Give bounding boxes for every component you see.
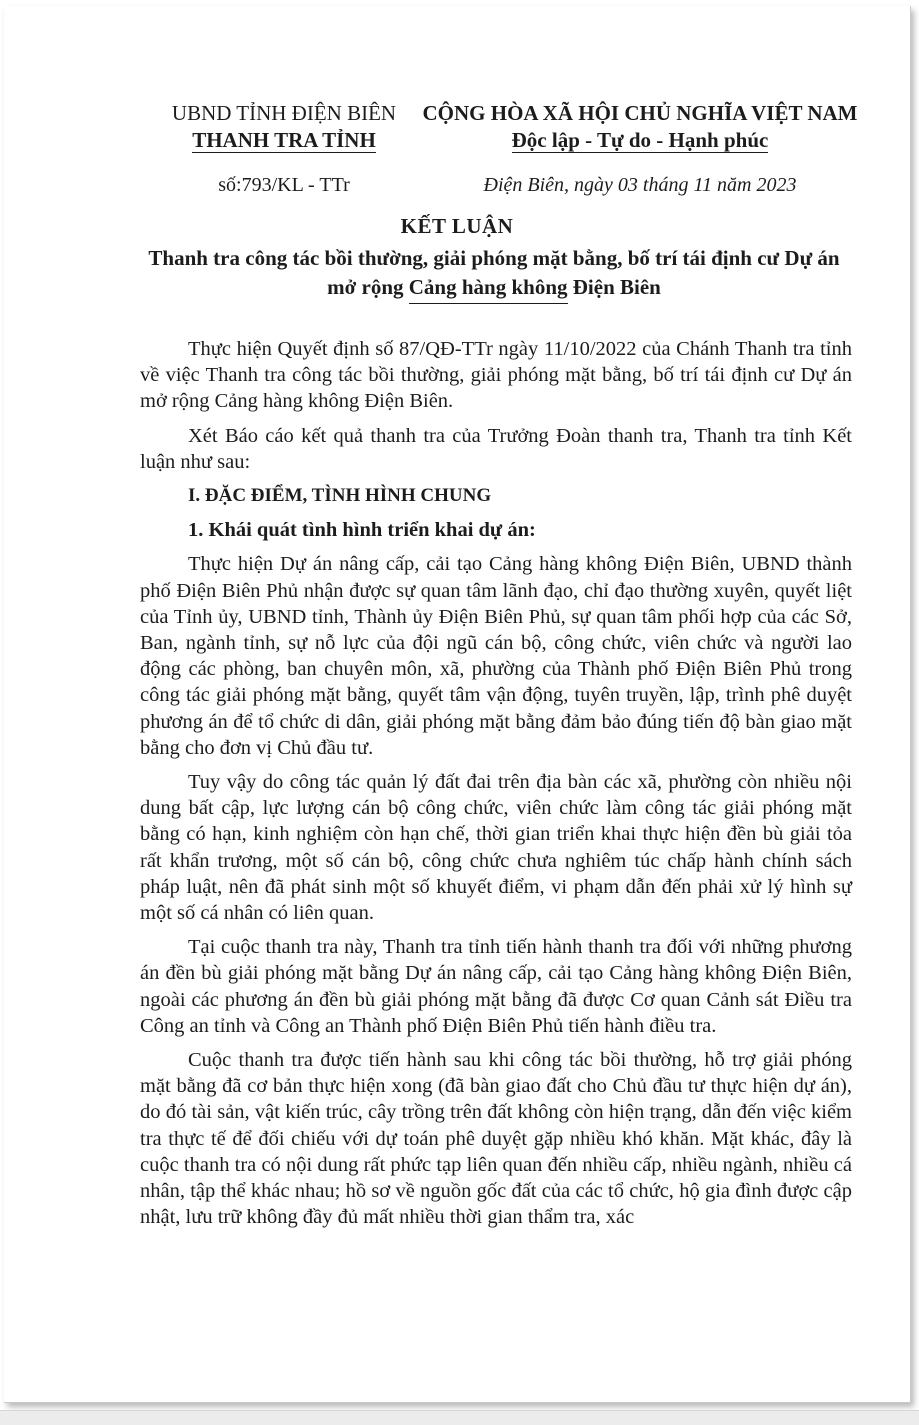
document-subtitle bbox=[124, 244, 864, 302]
agency-block bbox=[164, 100, 404, 154]
subtitle-part-a: mở rộng bbox=[327, 275, 409, 299]
subtitle-line-2 bbox=[124, 273, 864, 302]
subtitle-part-c: Điện Biên bbox=[567, 275, 661, 299]
section-heading: I. ĐẶC ĐIỂM, TÌNH HÌNH CHUNG bbox=[188, 485, 492, 507]
motto-text: Độc lập - Tự do - Hạnh phúc bbox=[511, 128, 769, 152]
nation-block bbox=[416, 100, 864, 154]
motto bbox=[416, 127, 864, 154]
document-body bbox=[140, 336, 852, 1239]
subtitle-part-underlined: Cảng hàng không bbox=[409, 273, 568, 302]
subsection-heading: 1. Khái quát tình hình triển khai dự án: bbox=[188, 519, 536, 542]
nation-name: CỘNG HÒA XÃ HỘI CHỦ NGHĨA VIỆT NAM bbox=[422, 101, 858, 125]
paragraph-body-2: Tuy vậy do công tác quản lý đất đai trên địa bàn các xã, phường còn nhiều nội dung bất cập, lực lượng cán bộ công chức, viên chức làm công tác giải phóng mặt bằng có hạn, kinh nghiệm còn hạn chế, thời gian triển khai thực hiện đền bù giải tỏa rất khẩn trương, một số cán bộ, công chức chưa nghiêm túc chấp hành chính sách pháp luật, nên đã phát sinh một số khuyết điểm, vi phạm dẫn đến phải xử lý hình sự một số cá nhân có liên quan. bbox=[140, 771, 852, 925]
document-header bbox=[4, 100, 910, 220]
paragraph-body-3: Tại cuộc thanh tra này, Thanh tra tỉnh tiến hành thanh tra đối với những phương án đền bù giải phóng mặt bằng Dự án nâng cấp, cải tạo Cảng hàng không Điện Biên, ngoài các phương án đền bù giải phóng mặt bằng đã được Cơ quan Cảnh sát Điều tra Công an tỉnh và Công an Thành phố Điện Biên Phủ tiến hành điều tra. bbox=[140, 936, 852, 1037]
subtitle-line-1: Thanh tra công tác bồi thường, giải phóng mặt bằng, bố trí tái định cư Dự án bbox=[148, 246, 840, 270]
agency-name-text: THANH TRA TỈNH bbox=[192, 128, 376, 152]
paragraph-review: Xét Báo cáo kết quả thanh tra của Trưởng Đoàn thanh tra, Thanh tra tỉnh Kết luận như sau: bbox=[140, 424, 852, 473]
agency-name bbox=[164, 127, 404, 154]
agency-parent: UBND TỈNH ĐIỆN BIÊN bbox=[171, 101, 397, 125]
document-title: KẾT LUẬN bbox=[400, 214, 514, 238]
document-page bbox=[4, 6, 911, 1403]
paragraph-body-4: Cuộc thanh tra được tiến hành sau khi công tác bồi thường, hỗ trợ giải phóng mặt bằng đã cơ bản thực hiện xong (đã bàn giao đất cho Chủ đầu tư thực hiện dự án), do đó tài sản, vật kiến trúc, cây trồng trên đất không còn hiện trạng, dẫn đến việc kiểm tra thực tế để đối chiếu với dự toán phê duyệt gặp nhiều khó khăn. Mặt khác, đây là cuộc thanh tra có nội dung rất phức tạp liên quan đến nhiều cấp, nhiều ngành, nhiều cá nhân, tập thể khác nhau; hồ sơ về nguồn gốc đất của các tổ chức, hộ gia đình được cập nhật, lưu trữ không đầy đủ mất nhiều thời gian thẩm tra, xác bbox=[140, 1049, 852, 1229]
document-number: số:793/KL - TTr bbox=[218, 174, 350, 196]
paragraph-body-1: Thực hiện Dự án nâng cấp, cải tạo Cảng hàng không Điện Biên, UBND thành phố Điện Biên Phủ nhận được sự quan tâm lãnh đạo, chỉ đạo thường xuyên, quyết liệt của Tỉnh ủy, UBND tỉnh, Thành ủy Điện Biên Phủ, sự quan tâm phối hợp của các Sở, Ban, ngành tỉnh, sự nỗ lực của đội ngũ cán bộ, công chức, viên chức và người lao động các phòng, ban chuyên môn, xã, phường của Thành phố Điện Biên Phủ trong công tác giải phóng mặt bằng, quyết tâm vận động, tuyên truyền, lập, trình phê duyệt phương án để tổ chức di dân, giải phóng mặt bằng đảm bảo đúng tiến độ bàn giao mặt bằng cho đơn vị Chủ đầu tư. bbox=[140, 553, 852, 759]
document-date: Điện Biên, ngày 03 tháng 11 năm 2023 bbox=[483, 174, 797, 196]
viewer-bottom-strip bbox=[0, 1410, 919, 1425]
paragraph-intro: Thực hiện Quyết định số 87/QĐ-TTr ngày 11/10/2022 của Chánh Thanh tra tỉnh về việc Thanh tra công tác bồi thường, giải phóng mặt bằng, bố trí tái định cư Dự án mở rộng Cảng hàng không Điện Biên. bbox=[140, 338, 852, 413]
